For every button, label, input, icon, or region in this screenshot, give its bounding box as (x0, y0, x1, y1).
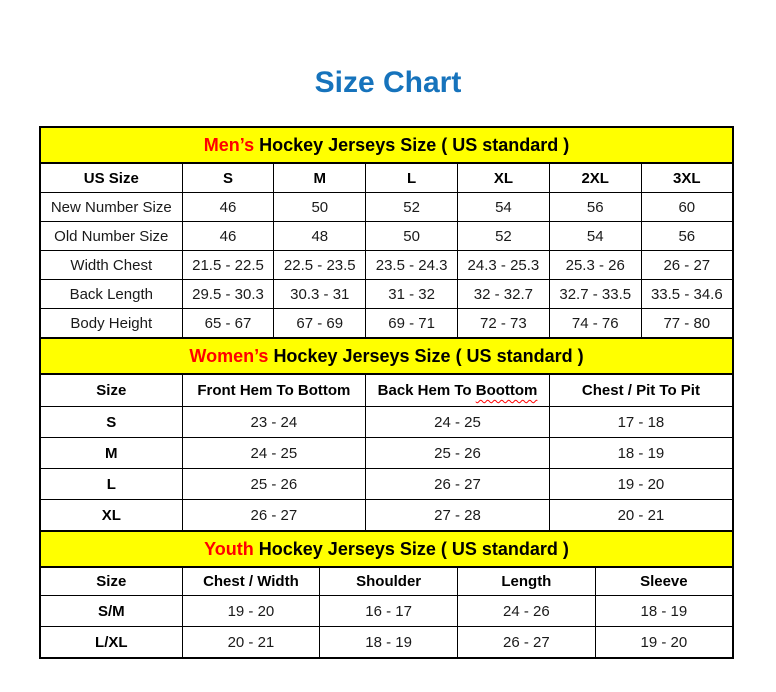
band-accent-text: Youth (204, 538, 254, 559)
size-value: 26 - 27 (366, 469, 550, 500)
size-value: 60 (641, 193, 733, 222)
size-value: 19 - 20 (549, 469, 733, 500)
size-value: 19 - 20 (182, 596, 320, 627)
band-accent-text: Women’s (189, 345, 269, 366)
youth-size-table (39, 530, 734, 659)
column-header: Size (40, 374, 182, 407)
column-header: S (182, 163, 274, 193)
size-value: 50 (366, 222, 458, 251)
size-value: 52 (366, 193, 458, 222)
row-label: L (40, 469, 182, 500)
column-header: Shoulder (320, 567, 458, 596)
row-label: Body Height (40, 309, 182, 339)
size-tables (39, 126, 734, 659)
table-row (40, 193, 733, 222)
column-header: M (274, 163, 366, 193)
size-value: 17 - 18 (549, 407, 733, 438)
band-rest-text: Hockey Jerseys Size ( US standard ) (273, 345, 584, 366)
size-value: 21.5 - 22.5 (182, 251, 274, 280)
size-value: 26 - 27 (458, 627, 596, 659)
womens-band-row (40, 338, 733, 374)
size-value: 30.3 - 31 (274, 280, 366, 309)
table-row (40, 251, 733, 280)
size-value: 18 - 19 (549, 438, 733, 469)
size-value: 54 (458, 193, 550, 222)
column-header: Chest / Width (182, 567, 320, 596)
mens-header-row (40, 163, 733, 193)
size-value: 19 - 20 (595, 627, 733, 659)
size-value: 56 (641, 222, 733, 251)
size-value: 46 (182, 193, 274, 222)
size-value: 52 (458, 222, 550, 251)
size-value: 16 - 17 (320, 596, 458, 627)
size-value: 72 - 73 (458, 309, 550, 339)
column-header: Length (458, 567, 596, 596)
table-row (40, 627, 733, 659)
size-value: 25.3 - 26 (549, 251, 641, 280)
size-value: 24 - 25 (182, 438, 366, 469)
size-value: 18 - 19 (320, 627, 458, 659)
size-value: 31 - 32 (366, 280, 458, 309)
size-value: 23 - 24 (182, 407, 366, 438)
size-value: 29.5 - 30.3 (182, 280, 274, 309)
size-value: 54 (549, 222, 641, 251)
size-value: 22.5 - 23.5 (274, 251, 366, 280)
column-header: L (366, 163, 458, 193)
size-value: 26 - 27 (641, 251, 733, 280)
row-label: Back Length (40, 280, 182, 309)
column-header: Size (40, 567, 182, 596)
column-header: Chest / Pit To Pit (549, 374, 733, 407)
size-value: 20 - 21 (549, 500, 733, 532)
womens-size-table (39, 337, 734, 532)
row-label: L/XL (40, 627, 182, 659)
size-value: 48 (274, 222, 366, 251)
mens-size-table (39, 126, 734, 339)
size-value: 50 (274, 193, 366, 222)
misspelled-word: Boottom (475, 382, 538, 399)
size-value: 74 - 76 (549, 309, 641, 339)
table-row (40, 500, 733, 532)
row-label: S/M (40, 596, 182, 627)
size-value: 26 - 27 (182, 500, 366, 532)
column-header: Front Hem To Bottom (182, 374, 366, 407)
size-value: 18 - 19 (595, 596, 733, 627)
mens-band-row (40, 127, 733, 163)
band-rest-text: Hockey Jerseys Size ( US standard ) (258, 538, 569, 559)
size-value: 56 (549, 193, 641, 222)
size-value: 20 - 21 (182, 627, 320, 659)
youth-band-title (40, 531, 733, 567)
table-row (40, 280, 733, 309)
column-header: 2XL (549, 163, 641, 193)
size-value: 32 - 32.7 (458, 280, 550, 309)
size-value: 24 - 25 (366, 407, 550, 438)
size-value: 67 - 69 (274, 309, 366, 339)
size-value: 25 - 26 (182, 469, 366, 500)
column-header: XL (458, 163, 550, 193)
youth-header-row (40, 567, 733, 596)
column-header: US Size (40, 163, 182, 193)
table-row (40, 222, 733, 251)
youth-band-row (40, 531, 733, 567)
table-row (40, 596, 733, 627)
table-row (40, 407, 733, 438)
row-label: XL (40, 500, 182, 532)
band-rest-text: Hockey Jerseys Size ( US standard ) (259, 134, 570, 155)
size-value: 65 - 67 (182, 309, 274, 339)
table-row (40, 469, 733, 500)
size-value: 33.5 - 34.6 (641, 280, 733, 309)
band-accent-text: Men’s (203, 134, 255, 155)
size-value: 25 - 26 (366, 438, 550, 469)
size-value: 24.3 - 25.3 (458, 251, 550, 280)
column-header: Sleeve (595, 567, 733, 596)
size-value: 23.5 - 24.3 (366, 251, 458, 280)
row-label: Old Number Size (40, 222, 182, 251)
row-label: S (40, 407, 182, 438)
size-value: 77 - 80 (641, 309, 733, 339)
size-value: 46 (182, 222, 274, 251)
mens-band-title (40, 127, 733, 163)
size-value: 24 - 26 (458, 596, 596, 627)
table-row (40, 309, 733, 339)
size-value: 27 - 28 (366, 500, 550, 532)
column-header: Back Hem To Boottom (366, 374, 550, 407)
row-label: Width Chest (40, 251, 182, 280)
womens-header-row (40, 374, 733, 407)
column-header: 3XL (641, 163, 733, 193)
size-value: 32.7 - 33.5 (549, 280, 641, 309)
page-title: Size Chart (314, 66, 462, 99)
row-label: New Number Size (40, 193, 182, 222)
row-label: M (40, 438, 182, 469)
table-row (40, 438, 733, 469)
womens-band-title (40, 338, 733, 374)
size-value: 69 - 71 (366, 309, 458, 339)
